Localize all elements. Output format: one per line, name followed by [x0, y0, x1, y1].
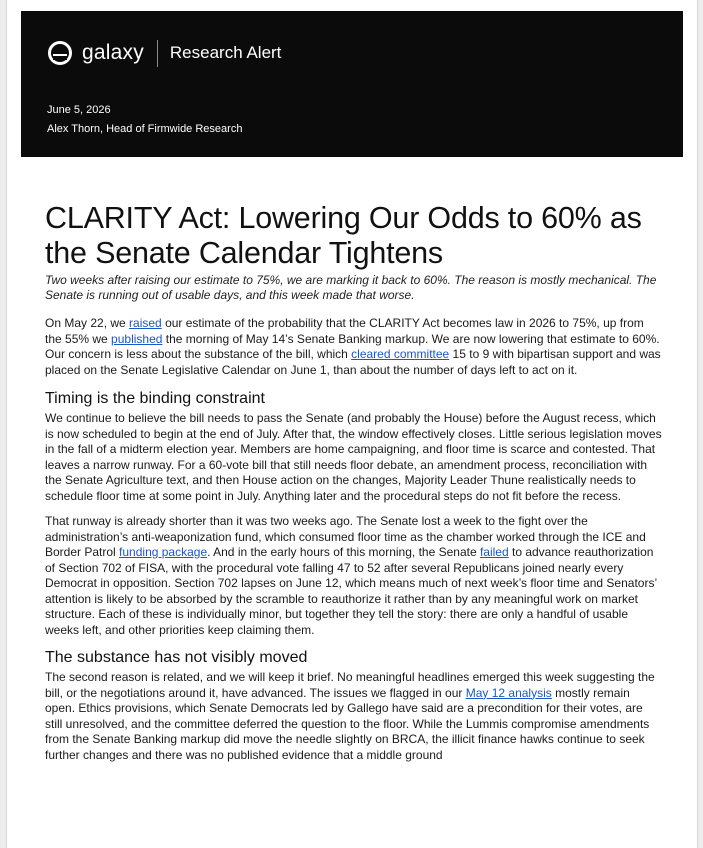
text-span: to advance reauthorization of Section 702 of FISA, with the procedural vote falling 47 to 52 after several Republicans joined nearly every Democrat in opposition. Section 702 lapses on June 12, which means much of next week’s floor time and Senators’ attention is likely to be absorbed by the scramble to reauthorize it rather than by any meaningful work on market structure. Each of these is individually minor, but together they tell the story: there are only a handful of usable weeks left, and other priorities keep claiming them. [45, 545, 657, 637]
galaxy-logo-icon [48, 41, 72, 65]
header-banner [21, 11, 683, 157]
text-span: On May 22, we [45, 316, 130, 330]
cleared-committee-link[interactable]: cleared committee [351, 347, 450, 361]
text-span: . And in the early hours of this morning, the Senate [207, 545, 480, 559]
published-link[interactable]: published [111, 331, 163, 346]
intro-paragraph [45, 316, 663, 378]
section-heading-substance: The substance has not visibly moved [45, 649, 308, 666]
article-title: CLARITY Act: Lowering Our Odds to 60% as the Senate Calendar Tightens [45, 201, 642, 270]
report-type: Research Alert [169, 43, 282, 62]
text-span: mostly remain open. Ethics provisions, which Senate Democrats led by Gallego have said are a precondition for their votes, are still unresolved, and the committee deferred the question to the floor. While the Lummis compromise amendments from the Senate Banking markup did move the needle slightly on BRCA, the illicit finance hawks continue to seek further changes and there was no published evidence that a middle ground [45, 685, 650, 762]
raised-link[interactable]: raised [129, 316, 162, 330]
document-page [6, 0, 698, 848]
runway-paragraph [45, 514, 663, 638]
text-span: our estimate of the probability that the CLARITY Act becomes law in 2026 to 75%, up from the 55% we [45, 316, 644, 346]
article-subtitle: Two weeks after raising our estimate to 75%, we are marking it back to 60%. The reason is mostly mechanical. The Senate is running out of usable days, and this week made that worse. [45, 273, 657, 302]
section-heading-timing: Timing is the binding constraint [45, 390, 265, 407]
text-span: 15 to 9 with bipartisan support and was placed on the Senate Legislative Calendar on June 1, than about the number of days left to act on it. [45, 347, 661, 377]
brand-name: galaxy [82, 41, 144, 64]
text-span: That runway is already shorter than it was two weeks ago. The Senate lost a week to the fight over the administration’s anti-weaponization fund, which consumed floor time as the chamber worked through the ICE and Border Patrol [45, 514, 646, 559]
substance-paragraph [45, 670, 663, 763]
report-meta [47, 101, 242, 139]
logo-divider [157, 40, 158, 67]
text-span: the morning of May 14’s Senate Banking markup. We are now lowering that estimate to 60%. Our concern is less about the substance of the bill, which [45, 331, 660, 361]
brand-logo [48, 37, 281, 69]
report-date: June 5, 2026 [47, 104, 111, 116]
timing-paragraph: We continue to believe the bill needs to pass the Senate (and probably the House) before the August recess, which is now scheduled to begin at the end of July. After that, the window effectively closes. Little serious legislation moves in the fall of a midterm election year. Members are home campaigning, and floor time is scarce and contested. That leaves a narrow runway. For a 60-vote bill that still needs floor debate, an amendment process, reconciliation with the Senate Agriculture text, and then House action on the changes, Majority Leader Thune realistically needs to schedule floor time at some point in July. Anything later and the procedural steps do not fit before the recess. [45, 411, 662, 503]
failed-link[interactable]: failed [479, 545, 509, 559]
article-body [45, 201, 663, 763]
report-author: Alex Thorn, Head of Firmwide Research [47, 123, 243, 135]
may-12-analysis-link[interactable]: May 12 analysis [465, 685, 552, 700]
funding-package-link[interactable]: funding package [119, 545, 208, 559]
text-span: The second reason is related, and we will keep it brief. No meaningful headlines emerged this week suggesting the bill, or the negotiations around it, have advanced. The issues we flagged in our [45, 670, 655, 700]
